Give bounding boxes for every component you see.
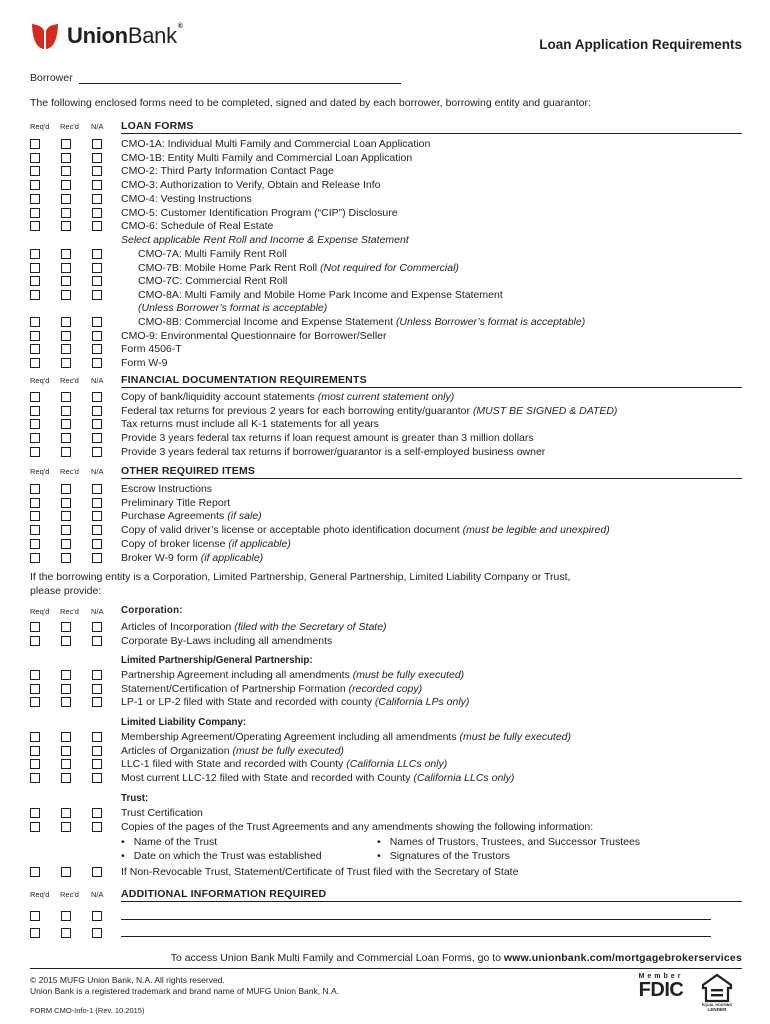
recd-checkbox[interactable] (61, 684, 71, 694)
reqd-checkbox[interactable] (30, 498, 40, 508)
na-checkbox[interactable] (92, 392, 102, 402)
item-text: Copy of valid driver’s license or acceptable photo identification document (must be legible and unexpired) (121, 524, 610, 537)
na-checkbox[interactable] (92, 317, 102, 327)
checklist-item (30, 138, 742, 152)
recd-checkbox[interactable] (61, 263, 71, 273)
recd-checkbox[interactable] (61, 419, 71, 429)
recd-checkbox[interactable] (61, 166, 71, 176)
na-checkbox[interactable] (92, 553, 102, 563)
column-reqd: Req'd (30, 607, 50, 616)
na-checkbox[interactable] (92, 684, 102, 694)
section-corporation (30, 605, 742, 619)
item-text: CMO-7C: Commercial Rent Roll (138, 275, 288, 288)
checklist-item (30, 275, 742, 289)
reqd-checkbox[interactable] (30, 221, 40, 231)
na-checkbox[interactable] (92, 331, 102, 341)
column-na: N/A (91, 890, 104, 899)
checklist-item (30, 758, 742, 772)
reqd-checkbox[interactable] (30, 180, 40, 190)
recd-checkbox[interactable] (61, 911, 71, 921)
item-note: (MUST BE SIGNED & DATED) (472, 404, 618, 417)
reqd-checkbox[interactable] (30, 539, 40, 549)
reqd-checkbox[interactable] (30, 773, 40, 783)
item-text: Form W-9 (121, 357, 168, 370)
checklist-item (30, 669, 742, 683)
recd-checkbox[interactable] (61, 344, 71, 354)
borrower-field (30, 72, 401, 84)
reqd-checkbox[interactable] (30, 928, 40, 938)
item-note: (must be fully executed) (352, 669, 465, 681)
column-na: N/A (91, 122, 104, 131)
page-title: Loan Application Requirements (539, 37, 742, 52)
na-checkbox[interactable] (92, 746, 102, 756)
item-note: (recorded copy) (348, 682, 423, 695)
item-note: (Not required for Commercial) (320, 261, 459, 274)
item-text: Broker W-9 form (if applicable) (121, 551, 264, 564)
item-text: Provide 3 years federal tax returns if borrower/guarantor is a self-employed business owner (121, 445, 546, 458)
reqd-checkbox[interactable] (30, 822, 40, 832)
svg-text:EQUAL HOUSING: EQUAL HOUSING (701, 1003, 733, 1007)
item-note: (if applicable) (200, 551, 264, 564)
item-text: CMO-8B: Commercial Income and Expense Statement (Unless Borrower’s format is acceptable) (138, 316, 586, 328)
na-checkbox[interactable] (92, 539, 102, 549)
recd-checkbox[interactable] (61, 511, 71, 521)
checklist-item (30, 910, 742, 924)
column-reqd: Req'd (30, 376, 50, 385)
na-checkbox[interactable] (92, 419, 102, 429)
recd-checkbox[interactable] (61, 180, 71, 190)
reqd-checkbox[interactable] (30, 290, 40, 300)
item-text: Preliminary Title Report (121, 496, 231, 509)
reqd-checkbox[interactable] (30, 249, 40, 259)
item-text: CMO-4: Vesting Instructions (121, 192, 252, 205)
checklist-item (30, 432, 742, 446)
section-loan-forms (30, 120, 742, 134)
access-forms-text: To access Union Bank Multi Family and Commercial Loan Forms, go to www.unionbank.com/mortgagebrokerservices (170, 952, 742, 964)
na-checkbox[interactable] (92, 911, 102, 921)
checklist-item (30, 927, 742, 941)
reqd-checkbox[interactable] (30, 808, 40, 818)
na-checkbox[interactable] (92, 670, 102, 680)
borrower-input-line[interactable] (79, 74, 401, 84)
na-checkbox[interactable] (92, 636, 102, 646)
recd-checkbox[interactable] (61, 433, 71, 443)
item-text: Membership Agreement/Operating Agreement including all amendments (must be fully executed) (121, 731, 571, 743)
reqd-checkbox[interactable] (30, 636, 40, 646)
item-text: CMO-6: Schedule of Real Estate (121, 220, 274, 233)
na-checkbox[interactable] (92, 249, 102, 259)
na-checkbox[interactable] (92, 194, 102, 204)
checklist-item (30, 193, 742, 207)
na-checkbox[interactable] (92, 808, 102, 818)
item-text: Purchase Agreements (if sale) (121, 510, 262, 523)
reqd-checkbox[interactable] (30, 622, 40, 632)
section-title: ADDITIONAL INFORMATION REQUIRED (121, 888, 327, 900)
item-note: (filed with the Secretary of State) (234, 621, 387, 633)
item-text: Statement/Certification of Partnership Formation (recorded copy) (121, 682, 423, 695)
fdic-logo: Member FDIC (638, 973, 684, 1001)
recd-checkbox[interactable] (61, 331, 71, 341)
na-checkbox[interactable] (92, 166, 102, 176)
item-note: (if sale) (227, 510, 262, 523)
column-recd: Rec'd (60, 376, 79, 385)
na-checkbox[interactable] (92, 525, 102, 535)
recd-checkbox[interactable] (61, 194, 71, 204)
checklist-item (30, 248, 742, 262)
item-note: (must be fully executed) (232, 744, 344, 757)
intro-text: The following enclosed forms need to be completed, signed and dated by each borrower, borrowing entity and guarantor: (30, 97, 591, 109)
section-title: OTHER REQUIRED ITEMS (121, 465, 256, 477)
recd-checkbox[interactable] (61, 746, 71, 756)
reqd-checkbox[interactable] (30, 406, 40, 416)
checklist-item (30, 405, 742, 419)
recd-checkbox[interactable] (61, 867, 71, 877)
column-reqd: Req'd (30, 890, 50, 899)
recd-checkbox[interactable] (61, 139, 71, 149)
section-divider (121, 478, 742, 479)
checklist-item (30, 179, 742, 193)
checklist-item (30, 731, 742, 745)
section-other (30, 465, 742, 479)
reqd-checkbox[interactable] (30, 911, 40, 921)
item-text: Tax returns must include all K-1 statements for all years (121, 418, 379, 431)
na-checkbox[interactable] (92, 511, 102, 521)
equal-housing-lender-icon (700, 973, 734, 1013)
na-checkbox[interactable] (92, 290, 102, 300)
checklist-item (30, 446, 742, 460)
section-title: Corporation: (121, 605, 183, 616)
na-checkbox[interactable] (92, 928, 102, 938)
na-checkbox[interactable] (92, 867, 102, 877)
reqd-checkbox[interactable] (30, 525, 40, 535)
item-note: (California LLCs only) (346, 758, 448, 771)
item-text: CMO-1B: Entity Multi Family and Commercial Loan Application (121, 151, 413, 164)
reqd-checkbox[interactable] (30, 433, 40, 443)
reqd-checkbox[interactable] (30, 759, 40, 769)
reqd-checkbox[interactable] (30, 276, 40, 286)
na-checkbox[interactable] (92, 139, 102, 149)
column-recd: Rec'd (60, 122, 79, 131)
checklist-item (30, 683, 742, 697)
checklist-item (30, 207, 742, 221)
checklist-item (30, 772, 742, 786)
section-title: FINANCIAL DOCUMENTATION REQUIREMENTS (121, 374, 367, 386)
checklist-item (30, 316, 742, 330)
reqd-checkbox[interactable] (30, 746, 40, 756)
checklist-item (30, 745, 742, 759)
reqd-checkbox[interactable] (30, 139, 40, 149)
item-text: Corporate By-Laws including all amendments (121, 634, 333, 647)
recd-checkbox[interactable] (61, 636, 71, 646)
recd-checkbox[interactable] (61, 773, 71, 783)
entity-paragraph-cont: please provide: (30, 585, 102, 597)
na-checkbox[interactable] (92, 773, 102, 783)
item-text: Most current LLC-12 filed with State and recorded with County (California LLCs only) (121, 772, 515, 785)
llc-heading: Limited Liability Company: (121, 717, 247, 728)
reqd-checkbox[interactable] (30, 194, 40, 204)
entity-paragraph: If the borrowing entity is a Corporation, Limited Partnership, General Partnership, Limited Liability Company or Trust, (30, 571, 571, 583)
checklist-item (30, 391, 742, 405)
reqd-checkbox[interactable] (30, 392, 40, 402)
checklist-item (30, 696, 742, 710)
reqd-checkbox[interactable] (30, 670, 40, 680)
column-na: N/A (91, 467, 104, 476)
na-checkbox[interactable] (92, 153, 102, 163)
item-note: (must be legible and unexpired) (462, 524, 610, 537)
checklist-item (30, 552, 742, 566)
item-text: Provide 3 years federal tax returns if loan request amount is greater than 3 million dollars (121, 432, 534, 445)
checklist-item (30, 538, 742, 552)
reqd-checkbox[interactable] (30, 553, 40, 563)
recd-checkbox[interactable] (61, 808, 71, 818)
checklist-item (30, 524, 742, 538)
column-recd: Rec'd (60, 467, 79, 476)
na-checkbox[interactable] (92, 344, 102, 354)
reqd-checkbox[interactable] (30, 867, 40, 877)
partnership-heading: Limited Partnership/General Partnership: (121, 655, 313, 666)
na-checkbox[interactable] (92, 221, 102, 231)
recd-checkbox[interactable] (61, 249, 71, 259)
reqd-checkbox[interactable] (30, 208, 40, 218)
na-checkbox[interactable] (92, 697, 102, 707)
column-recd: Rec'd (60, 890, 79, 899)
recd-checkbox[interactable] (61, 153, 71, 163)
section-additional (30, 888, 742, 902)
item-note: (most current statement only) (317, 391, 455, 403)
recd-checkbox[interactable] (61, 759, 71, 769)
checklist-item (30, 330, 742, 344)
na-checkbox[interactable] (92, 822, 102, 832)
reqd-checkbox[interactable] (30, 697, 40, 707)
recd-checkbox[interactable] (61, 928, 71, 938)
recd-checkbox[interactable] (61, 622, 71, 632)
reqd-checkbox[interactable] (30, 511, 40, 521)
reqd-checkbox[interactable] (30, 419, 40, 429)
access-forms-link[interactable]: www.unionbank.com/mortgagebrokerservices (503, 952, 742, 964)
reqd-checkbox[interactable] (30, 153, 40, 163)
recd-checkbox[interactable] (61, 822, 71, 832)
column-reqd: Req'd (30, 122, 50, 131)
item-text: CMO-5: Customer Identification Program (“CIP”) Disclosure (121, 206, 398, 219)
svg-text:LENDER: LENDER (707, 1007, 727, 1012)
additional-info-input-line[interactable] (121, 936, 711, 937)
reqd-checkbox[interactable] (30, 447, 40, 457)
additional-info-input-line[interactable] (121, 919, 711, 920)
recd-checkbox[interactable] (61, 208, 71, 218)
section-divider (121, 387, 742, 388)
section-title: LOAN FORMS (121, 120, 194, 132)
recd-checkbox[interactable] (61, 525, 71, 535)
copyright-block (30, 975, 339, 997)
na-checkbox[interactable] (92, 180, 102, 190)
union-bank-mark-icon (30, 22, 60, 50)
recd-checkbox[interactable] (61, 447, 71, 457)
item-text: Form 4506-T (121, 343, 182, 356)
na-checkbox[interactable] (92, 358, 102, 368)
recd-checkbox[interactable] (61, 553, 71, 563)
borrower-label: Borrower (30, 72, 73, 84)
checklist-item (30, 220, 742, 234)
recd-checkbox[interactable] (61, 670, 71, 680)
reqd-checkbox[interactable] (30, 732, 40, 742)
na-checkbox[interactable] (92, 732, 102, 742)
checklist-item (30, 165, 742, 179)
item-text: CMO-3: Authorization to Verify, Obtain and Release Info (121, 179, 381, 192)
recd-checkbox[interactable] (61, 697, 71, 707)
na-checkbox[interactable] (92, 208, 102, 218)
column-na: N/A (91, 376, 104, 385)
na-checkbox[interactable] (92, 498, 102, 508)
checklist-item (30, 483, 742, 497)
na-checkbox[interactable] (92, 276, 102, 286)
item-text: Copy of bank/liquidity account statements (most current statement only) (121, 391, 455, 403)
item-text: Copies of the pages of the Trust Agreements and any amendments showing the following information: (121, 820, 594, 833)
recd-checkbox[interactable] (61, 290, 71, 300)
trust-bullet-item: • Date on which the Trust was established (121, 850, 322, 862)
item-note: (California LPs only) (374, 696, 470, 709)
union-bank-logo: UnionBank® (30, 22, 183, 50)
item-text: CMO-7A: Multi Family Rent Roll (138, 248, 287, 260)
na-checkbox[interactable] (92, 759, 102, 769)
copyright-text: © 2015 MUFG Union Bank, N.A. All rights reserved. (30, 975, 225, 985)
item-text: CMO-2: Third Party Information Contact Page (121, 165, 334, 178)
checklist-item (30, 497, 742, 511)
item-text: Articles of Organization (must be fully executed) (121, 744, 344, 757)
unless-borrower-note: (Unless Borrower’s format is acceptable) (138, 302, 328, 314)
item-note: (must be fully executed) (459, 731, 571, 743)
item-text: CMO-1A: Individual Multi Family and Commercial Loan Application (121, 138, 431, 150)
trust-bullet-item: • Names of Trustors, Trustees, and Successor Trustees (377, 836, 641, 848)
na-checkbox[interactable] (92, 484, 102, 494)
select-rent-roll-note: Select applicable Rent Roll and Income & Expense Statement (121, 234, 409, 246)
item-text: CMO-9: Environmental Questionnaire for Borrower/Seller (121, 329, 387, 342)
item-note: (if applicable) (228, 537, 291, 550)
item-text: Partnership Agreement including all amendments (must be fully executed) (121, 669, 465, 681)
reqd-checkbox[interactable] (30, 317, 40, 327)
item-text: Articles of Incorporation (filed with the Secretary of State) (121, 621, 387, 633)
na-checkbox[interactable] (92, 433, 102, 443)
column-reqd: Req'd (30, 467, 50, 476)
section-divider (121, 901, 742, 902)
trademark-text: Union Bank is a registered trademark and brand name of MUFG Union Bank, N.A. (30, 986, 339, 996)
trust-bullet-item: • Name of the Trust (121, 836, 218, 848)
checklist-item (30, 510, 742, 524)
recd-checkbox[interactable] (61, 484, 71, 494)
recd-checkbox[interactable] (61, 406, 71, 416)
checklist-item (30, 343, 742, 357)
form-number: FORM CMO-Info-1 (Rev. 10.2015) (30, 1006, 145, 1015)
item-text: Federal tax returns for previous 2 years for each borrowing entity/guarantor (MUST BE SIGNED & DATED) (121, 404, 618, 417)
section-divider (121, 133, 742, 134)
trust-bullet-item: • Signatures of the Trustors (377, 850, 510, 862)
checklist-item (30, 821, 742, 835)
item-text: CMO-7B: Mobile Home Park Rent Roll (Not required for Commercial) (138, 261, 459, 274)
section-financial (30, 374, 742, 388)
recd-checkbox[interactable] (61, 276, 71, 286)
recd-checkbox[interactable] (61, 732, 71, 742)
recd-checkbox[interactable] (61, 498, 71, 508)
item-note: (California LLCs only) (413, 772, 515, 785)
checklist-item (30, 807, 742, 821)
item-text: LP-1 or LP-2 filed with State and recorded with county (California LPs only) (121, 696, 470, 709)
page-header (30, 22, 742, 62)
checklist-item (30, 289, 742, 303)
checklist-item (30, 262, 742, 276)
checklist-item (30, 418, 742, 432)
item-text: LLC-1 filed with State and recorded with County (California LLCs only) (121, 758, 448, 771)
reqd-checkbox[interactable] (30, 344, 40, 354)
recd-checkbox[interactable] (61, 358, 71, 368)
column-recd: Rec'd (60, 607, 79, 616)
recd-checkbox[interactable] (61, 221, 71, 231)
na-checkbox[interactable] (92, 406, 102, 416)
reqd-checkbox[interactable] (30, 684, 40, 694)
checklist-item (30, 152, 742, 166)
reqd-checkbox[interactable] (30, 358, 40, 368)
checklist-item (30, 635, 742, 649)
item-text: CMO-8A: Multi Family and Mobile Home Park Income and Expense Statement (138, 289, 503, 302)
checklist-item (30, 357, 742, 371)
checklist-item (30, 621, 742, 635)
recd-checkbox[interactable] (61, 539, 71, 549)
reqd-checkbox[interactable] (30, 166, 40, 176)
na-checkbox[interactable] (92, 263, 102, 273)
item-text: Trust Certification (121, 807, 203, 819)
item-text: Copy of broker license (if applicable) (121, 537, 291, 550)
reqd-checkbox[interactable] (30, 263, 40, 273)
item-note: (Unless Borrower’s format is acceptable) (395, 316, 586, 328)
footer-divider (30, 968, 742, 969)
item-text: If Non-Revocable Trust, Statement/Certificate of Trust filed with the Secretary of State (121, 866, 519, 878)
recd-checkbox[interactable] (61, 317, 71, 327)
na-checkbox[interactable] (92, 447, 102, 457)
checklist-item (30, 866, 742, 880)
trust-heading: Trust: (121, 793, 149, 804)
item-text: Escrow Instructions (121, 483, 213, 495)
column-na: N/A (91, 607, 104, 616)
recd-checkbox[interactable] (61, 392, 71, 402)
reqd-checkbox[interactable] (30, 484, 40, 494)
na-checkbox[interactable] (92, 622, 102, 632)
reqd-checkbox[interactable] (30, 331, 40, 341)
